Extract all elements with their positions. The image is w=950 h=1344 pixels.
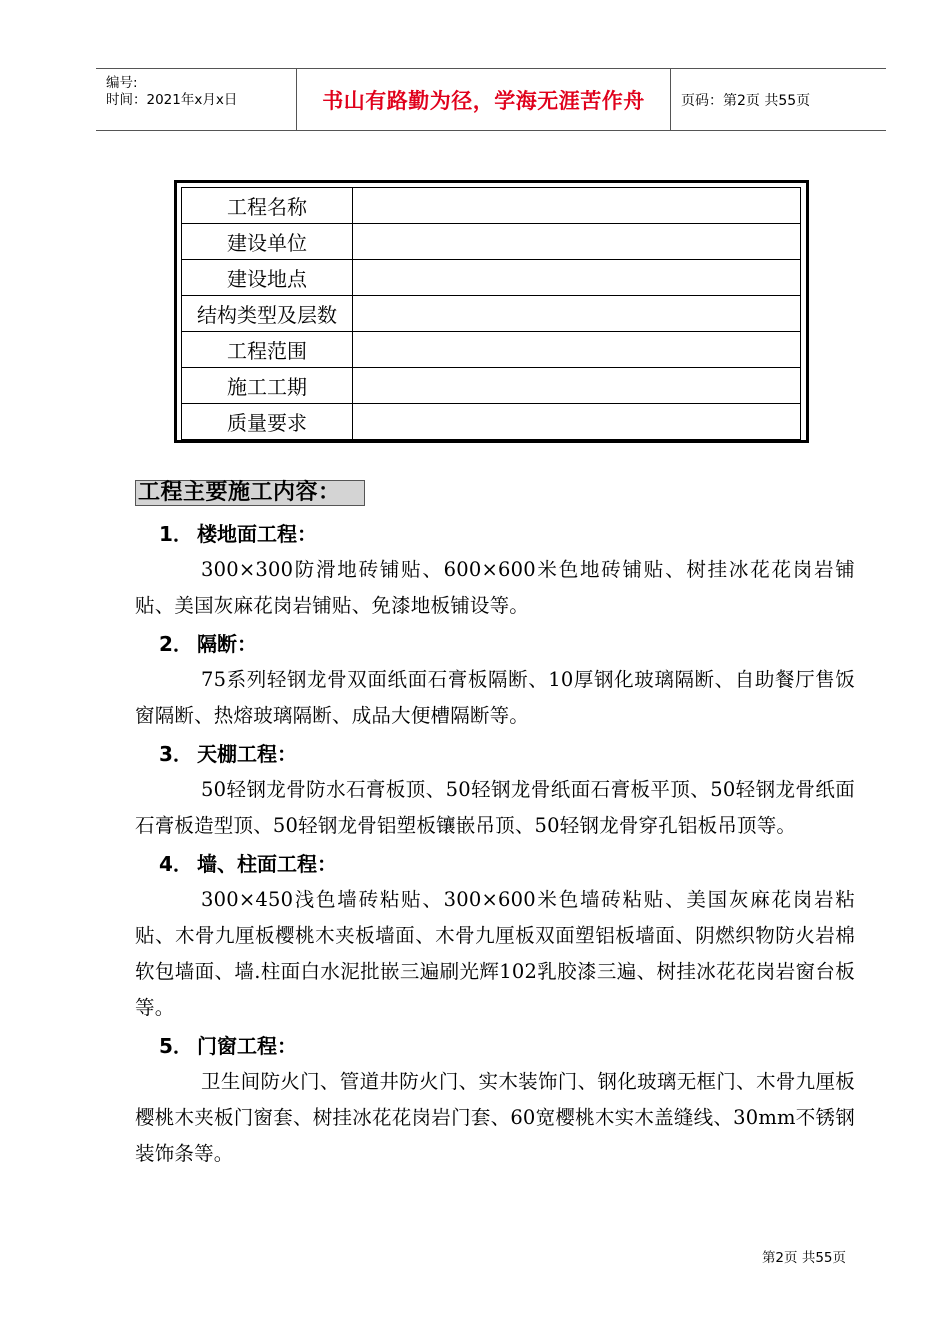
table-row [182,368,801,404]
row-label: 质量要求 [182,404,353,440]
header-motto-cell [297,69,671,130]
table-row [182,224,801,260]
section-heading: 工程主要施工内容： [135,480,365,506]
row-value [353,260,801,296]
item-title-text: 楼地面工程： [197,522,317,546]
row-value [353,332,801,368]
item-title [135,516,855,552]
row-label: 工程名称 [182,188,353,224]
item-title [135,736,855,772]
table-row [182,260,801,296]
header-motto: 书山有路勤为径，学海无涯苦作舟 [322,88,645,113]
work-items [135,516,855,1174]
item-title-text: 墙、柱面工程： [197,852,337,876]
project-info-table [181,187,801,440]
item-body: 300×300防滑地砖铺贴、600×600米色地砖铺贴、树挂冰花花岗岩铺贴、美国灰麻花岗岩铺贴、免漆地板铺设等。 [135,558,855,617]
page-header [96,68,886,131]
row-value [353,296,801,332]
row-label: 建设单位 [182,224,353,260]
item-title [135,846,855,882]
item-title-text: 隔断： [197,632,257,656]
table-row [182,404,801,440]
date-label: 时间：2021年x月x日 [106,92,238,108]
serial-label: 编号: [106,75,138,91]
item-number: 1． [159,522,193,546]
item-body: 75系列轻钢龙骨双面纸面石膏板隔断、10厚钢化玻璃隔断、自助餐厅售饭窗隔断、热熔玻璃隔断、成品大便槽隔断等。 [135,668,855,727]
row-value [353,224,801,260]
header-meta [96,69,297,130]
item-body: 卫生间防火门、管道井防火门、实木装饰门、钢化玻璃无框门、木骨九厘板樱桃木夹板门窗套、树挂冰花花岗岩门套、60宽樱桃木实木盖缝线、30mm不锈钢装饰条等。 [135,1070,855,1165]
item-body: 300×450浅色墙砖粘贴、300×600米色墙砖粘贴、美国灰麻花岗岩粘贴、木骨九厘板樱桃木夹板墙面、木骨九厘板双面塑铝板墙面、阴燃织物防火岩棉软包墙面、墙.柱面白水泥批嵌三遍刷光辉102乳胶漆三遍、树挂冰花花岗岩窗台板等。 [135,888,855,1019]
item-body: 50轻钢龙骨防水石膏板顶、50轻钢龙骨纸面石膏板平顶、50轻钢龙骨纸面石膏板造型顶、50轻钢龙骨铝塑板镶嵌吊顶、50轻钢龙骨穿孔铝板吊顶等。 [135,778,855,837]
row-value [353,368,801,404]
item-title-text: 门窗工程： [197,1034,297,1058]
page-footer: 第2页 共55页 [761,1250,846,1266]
table-row [182,332,801,368]
table-row [182,296,801,332]
item-title [135,1028,855,1064]
item-number: 3． [159,742,193,766]
item-number: 5． [159,1034,193,1058]
table-row [182,188,801,224]
row-label: 施工工期 [182,368,353,404]
project-info-box [174,180,809,443]
item-number: 4． [159,852,193,876]
row-label: 工程范围 [182,332,353,368]
row-value [353,404,801,440]
item-number: 2． [159,632,193,656]
header-page-info: 页码：第2页 共55页 [681,92,811,109]
item-title-text: 天棚工程： [197,742,297,766]
row-label: 建设地点 [182,260,353,296]
row-value [353,188,801,224]
row-label: 结构类型及层数 [182,296,353,332]
item-title [135,626,855,662]
